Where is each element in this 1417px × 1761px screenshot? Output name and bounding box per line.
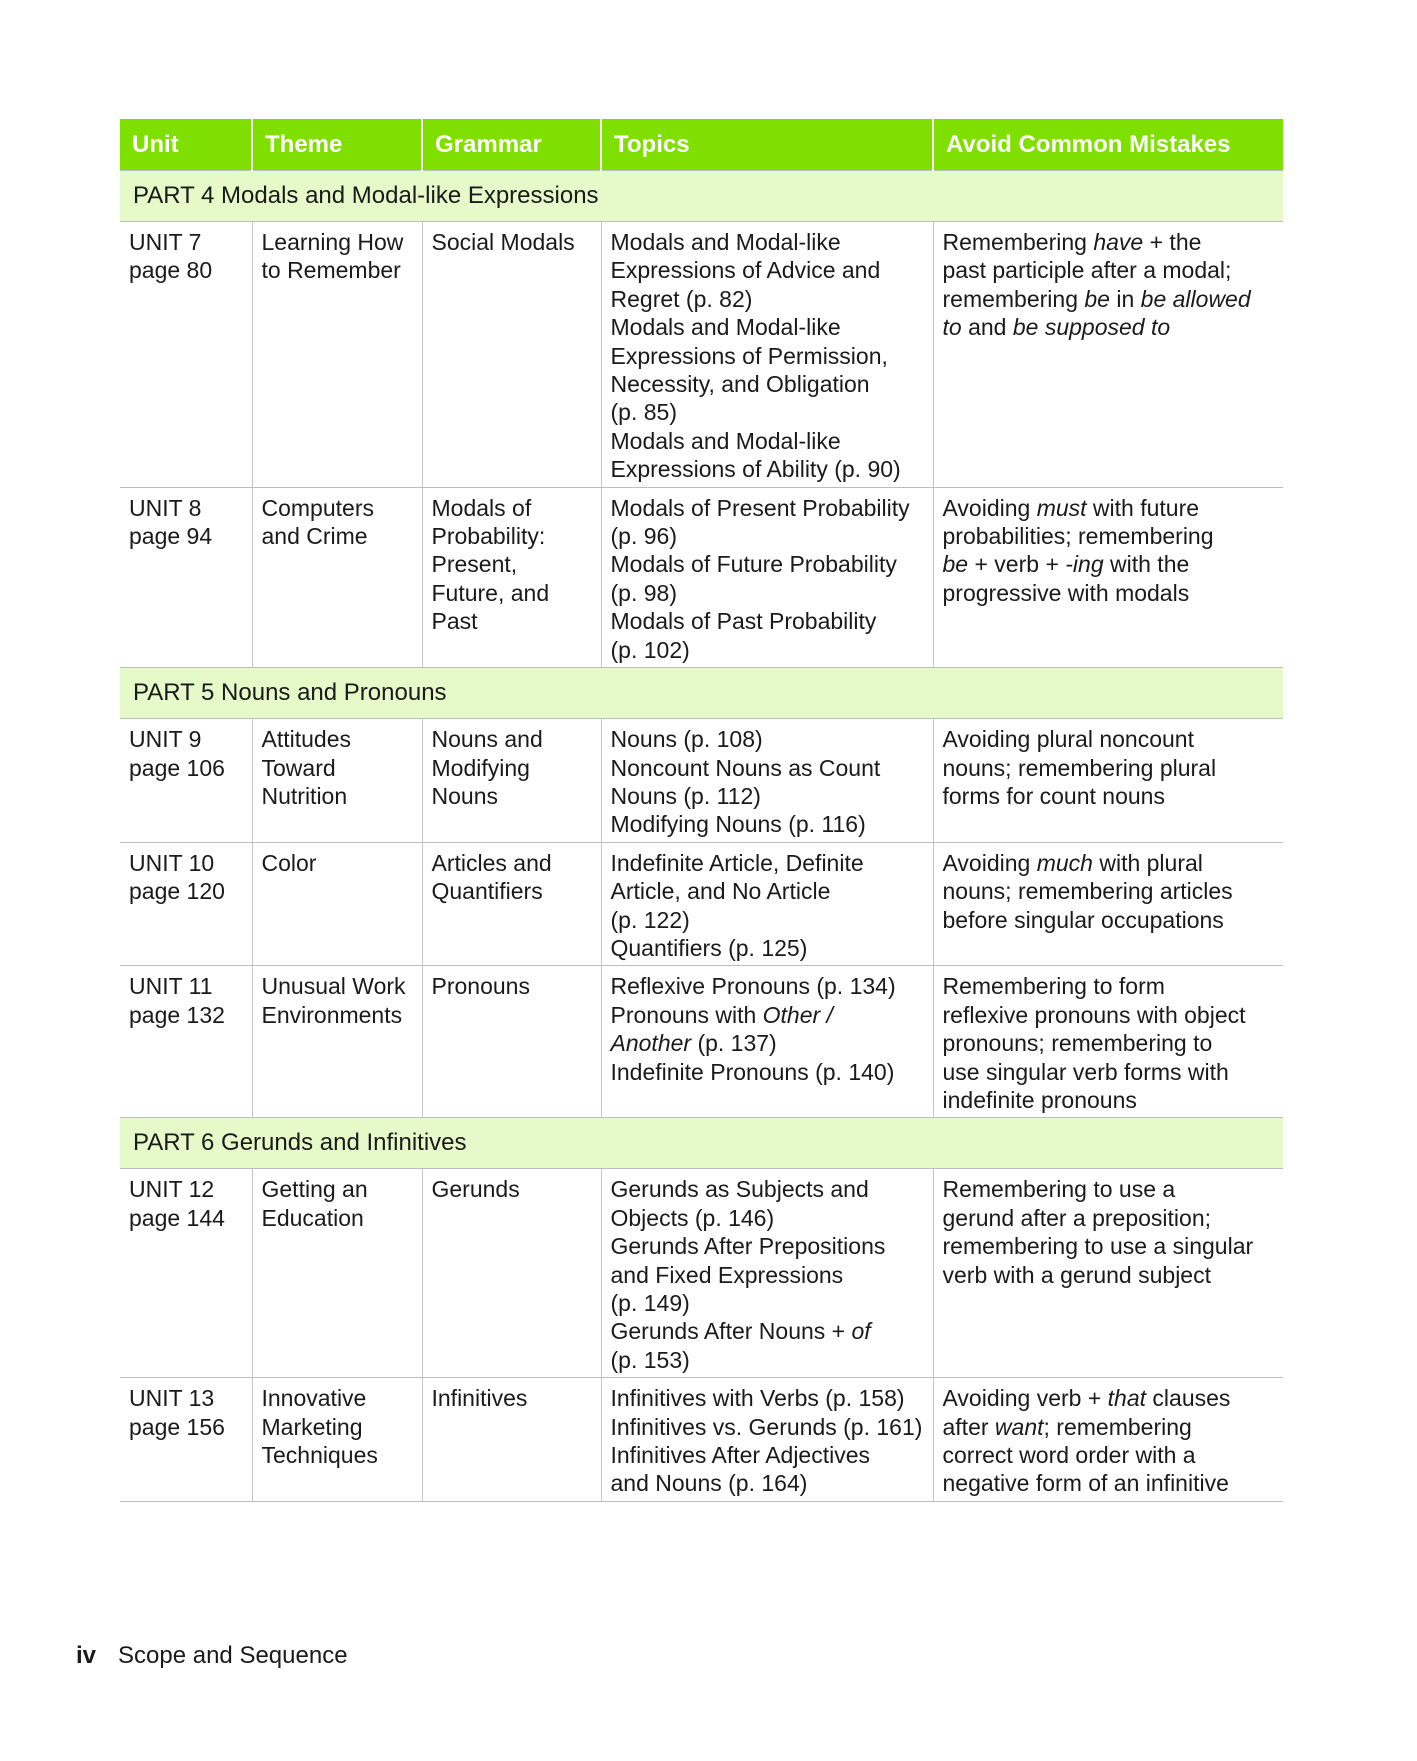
topics-line: Modals and Modal-like (610, 314, 841, 341)
theme-line: Learning How (261, 229, 404, 255)
grammar-line: Nouns and (431, 726, 543, 753)
grammar-line: Future, and (431, 579, 550, 606)
mistakes-line: Avoiding plural noncount (942, 726, 1194, 753)
theme-cell (252, 1169, 422, 1378)
header-theme: Theme (252, 119, 422, 171)
mistakes-line: use singular verb forms with (942, 1058, 1229, 1085)
grammar-cell (422, 487, 601, 667)
unit-cell (120, 719, 252, 843)
unit-line: UNIT 10 (129, 849, 215, 876)
topics-line: Expressions of Permission, (610, 342, 888, 369)
topics-line: Nouns (p. 112) (610, 782, 761, 809)
mistakes-line: to and be supposed to (942, 314, 1171, 341)
mistakes-line: verb with a gerund subject (942, 1261, 1211, 1288)
topics-line: Another (p. 137) (610, 1030, 777, 1057)
topics-line: Indefinite Pronouns (p. 140) (610, 1058, 895, 1085)
unit-line: page 80 (129, 257, 213, 284)
header-topics: Topics (601, 119, 933, 171)
topics-line: Reflexive Pronouns (p. 134) (610, 973, 896, 1000)
mistakes-line: Avoiding much with plural (942, 849, 1203, 876)
theme-line: Color (261, 849, 317, 876)
mistakes-line: before singular occupations (942, 906, 1224, 933)
unit-line: page 120 (129, 878, 225, 905)
topics-line: (p. 85) (610, 399, 677, 426)
mistakes-line: pronouns; remembering to (942, 1030, 1213, 1057)
part-row (120, 171, 1283, 222)
topics-line: and Fixed Expressions (610, 1261, 844, 1288)
topics-line: Modals and Modal-like (610, 229, 841, 255)
part-heading: PART 5 Nouns and Pronouns (120, 668, 1283, 719)
topics-line: Infinitives with Verbs (p. 158) (610, 1385, 905, 1412)
topics-cell (601, 842, 933, 966)
part-row (120, 1118, 1283, 1169)
topics-line: Indefinite Article, Definite (610, 849, 864, 876)
header-row (120, 119, 1283, 171)
theme-line: Attitudes (261, 726, 351, 753)
theme-cell (252, 966, 422, 1118)
grammar-cell (422, 966, 601, 1118)
mistakes-line: be + verb + -ing with the (942, 551, 1190, 578)
mistakes-cell (933, 719, 1283, 843)
topics-line: Modals of Future Probability (610, 551, 897, 578)
topics-line: (p. 153) (610, 1346, 690, 1373)
unit-line: UNIT 11 (129, 973, 213, 1000)
mistakes-line: forms for count nouns (942, 782, 1165, 809)
header-unit: Unit (120, 119, 252, 171)
mistakes-line: after want; remembering (942, 1413, 1192, 1440)
topics-line: Expressions of Advice and (610, 257, 881, 284)
topics-cell (601, 487, 933, 667)
mistakes-line: progressive with modals (942, 579, 1190, 606)
mistakes-cell (933, 842, 1283, 966)
topics-line: Modals and Modal-like (610, 427, 841, 454)
theme-line: Techniques (261, 1442, 378, 1469)
topics-line: Objects (p. 146) (610, 1204, 775, 1231)
mistakes-cell (933, 487, 1283, 667)
topics-line: Infinitives vs. Gerunds (p. 161) (610, 1413, 923, 1440)
part-heading: PART 6 Gerunds and Infinitives (120, 1118, 1283, 1169)
mistakes-line: Avoiding must with future (942, 494, 1200, 521)
theme-line: Education (261, 1204, 364, 1231)
theme-cell (252, 842, 422, 966)
theme-cell (252, 719, 422, 843)
topics-cell (601, 1169, 933, 1378)
unit-cell (120, 222, 252, 488)
theme-cell (252, 222, 422, 488)
unit-line: UNIT 8 (129, 494, 202, 521)
unit-line: UNIT 7 (129, 229, 202, 255)
unit-line: page 106 (129, 754, 225, 781)
topics-line: (p. 122) (610, 906, 690, 933)
topics-line: (p. 96) (610, 523, 677, 550)
topics-line: (p. 98) (610, 579, 677, 606)
topics-line: (p. 149) (610, 1290, 690, 1316)
grammar-line: Quantifiers (431, 878, 543, 905)
grammar-cell (422, 1378, 601, 1502)
part-row (120, 668, 1283, 719)
grammar-cell (422, 842, 601, 966)
mistakes-cell (933, 1378, 1283, 1502)
grammar-line: Pronouns (431, 973, 530, 1000)
scope-sequence-table (120, 119, 1283, 1502)
topics-line: Regret (p. 82) (610, 285, 753, 312)
topics-line: Quantifiers (p. 125) (610, 934, 808, 961)
theme-line: Environments (261, 1001, 403, 1028)
table-row (120, 222, 1283, 488)
topics-line: Gerunds as Subjects and (610, 1176, 869, 1203)
topics-line: Gerunds After Nouns + of (610, 1318, 871, 1345)
mistakes-line: Remembering have + the (942, 229, 1202, 255)
topics-cell (601, 719, 933, 843)
table-row (120, 1378, 1283, 1502)
grammar-line: Modals of (431, 494, 532, 521)
part-heading: PART 4 Modals and Modal-like Expressions (120, 171, 1283, 222)
topics-line: Pronouns with Other / (610, 1001, 833, 1028)
mistakes-cell (933, 222, 1283, 488)
mistakes-line: Remembering to use a (942, 1176, 1176, 1203)
grammar-cell (422, 222, 601, 488)
grammar-line: Past (431, 608, 478, 635)
mistakes-line: indefinite pronouns (942, 1086, 1137, 1113)
mistakes-line: negative form of an infinitive (942, 1470, 1229, 1497)
topics-line: Infinitives After Adjectives (610, 1442, 871, 1469)
mistakes-cell (933, 966, 1283, 1118)
grammar-line: Probability: (431, 523, 546, 550)
grammar-line: Present, (431, 551, 518, 578)
mistakes-cell (933, 1169, 1283, 1378)
unit-line: page 144 (129, 1204, 225, 1231)
theme-line: and Crime (261, 523, 368, 550)
theme-line: to Remember (261, 257, 401, 284)
topics-line: (p. 102) (610, 636, 690, 663)
unit-cell (120, 1378, 252, 1502)
unit-cell (120, 1169, 252, 1378)
table-row (120, 1169, 1283, 1378)
header-grammar: Grammar (422, 119, 601, 171)
table-row (120, 842, 1283, 966)
topics-cell (601, 222, 933, 488)
grammar-cell (422, 719, 601, 843)
grammar-line: Articles and (431, 849, 552, 876)
mistakes-line: Remembering to form (942, 973, 1165, 1000)
unit-cell (120, 487, 252, 667)
topics-line: Modifying Nouns (p. 116) (610, 811, 866, 838)
topics-line: Nouns (p. 108) (610, 726, 763, 753)
theme-line: Innovative (261, 1385, 367, 1412)
topics-line: and Nouns (p. 164) (610, 1470, 808, 1497)
grammar-line: Infinitives (431, 1385, 528, 1412)
theme-line: Toward (261, 754, 336, 781)
unit-line: UNIT 12 (129, 1176, 215, 1203)
theme-line: Nutrition (261, 782, 348, 809)
mistakes-line: nouns; remembering articles (942, 878, 1233, 905)
theme-cell (252, 487, 422, 667)
unit-line: page 132 (129, 1001, 225, 1028)
unit-line: page 156 (129, 1413, 225, 1440)
mistakes-line: Avoiding verb + that clauses (942, 1385, 1231, 1412)
topics-line: Noncount Nouns as Count (610, 754, 881, 781)
header-avoid-common-mistakes: Avoid Common Mistakes (933, 119, 1283, 171)
unit-cell (120, 966, 252, 1118)
unit-line: UNIT 13 (129, 1385, 215, 1412)
topics-cell (601, 966, 933, 1118)
topics-line: Necessity, and Obligation (610, 371, 870, 398)
mistakes-line: nouns; remembering plural (942, 754, 1217, 781)
topics-line: Expressions of Ability (p. 90) (610, 456, 901, 483)
grammar-line: Gerunds (431, 1176, 520, 1203)
table-row (120, 487, 1283, 667)
theme-line: Unusual Work (261, 973, 406, 1000)
mistakes-line: remembering be in be allowed (942, 285, 1251, 312)
table-row (120, 719, 1283, 843)
unit-line: UNIT 9 (129, 726, 202, 753)
page-footer (76, 1642, 348, 1670)
grammar-line: Nouns (431, 782, 498, 809)
mistakes-line: probabilities; remembering (942, 523, 1214, 550)
table-row (120, 966, 1283, 1118)
mistakes-line: gerund after a preposition; (942, 1204, 1212, 1231)
topics-cell (601, 1378, 933, 1502)
mistakes-line: past participle after a modal; (942, 257, 1232, 284)
page-number: iv (76, 1642, 97, 1669)
grammar-line: Social Modals (431, 229, 575, 255)
unit-line: page 94 (129, 523, 213, 550)
grammar-cell (422, 1169, 601, 1378)
topics-line: Article, and No Article (610, 878, 831, 905)
topics-line: Modals of Present Probability (610, 494, 910, 521)
unit-cell (120, 842, 252, 966)
topics-line: Modals of Past Probability (610, 608, 877, 635)
topics-line: Gerunds After Prepositions (610, 1233, 886, 1260)
mistakes-line: correct word order with a (942, 1442, 1196, 1469)
theme-line: Computers (261, 494, 374, 521)
mistakes-line: reflexive pronouns with object (942, 1001, 1246, 1028)
theme-line: Getting an (261, 1176, 368, 1203)
theme-line: Marketing (261, 1413, 363, 1440)
footer-title: Scope and Sequence (118, 1642, 348, 1669)
grammar-line: Modifying (431, 754, 530, 781)
mistakes-line: remembering to use a singular (942, 1233, 1254, 1260)
theme-cell (252, 1378, 422, 1502)
